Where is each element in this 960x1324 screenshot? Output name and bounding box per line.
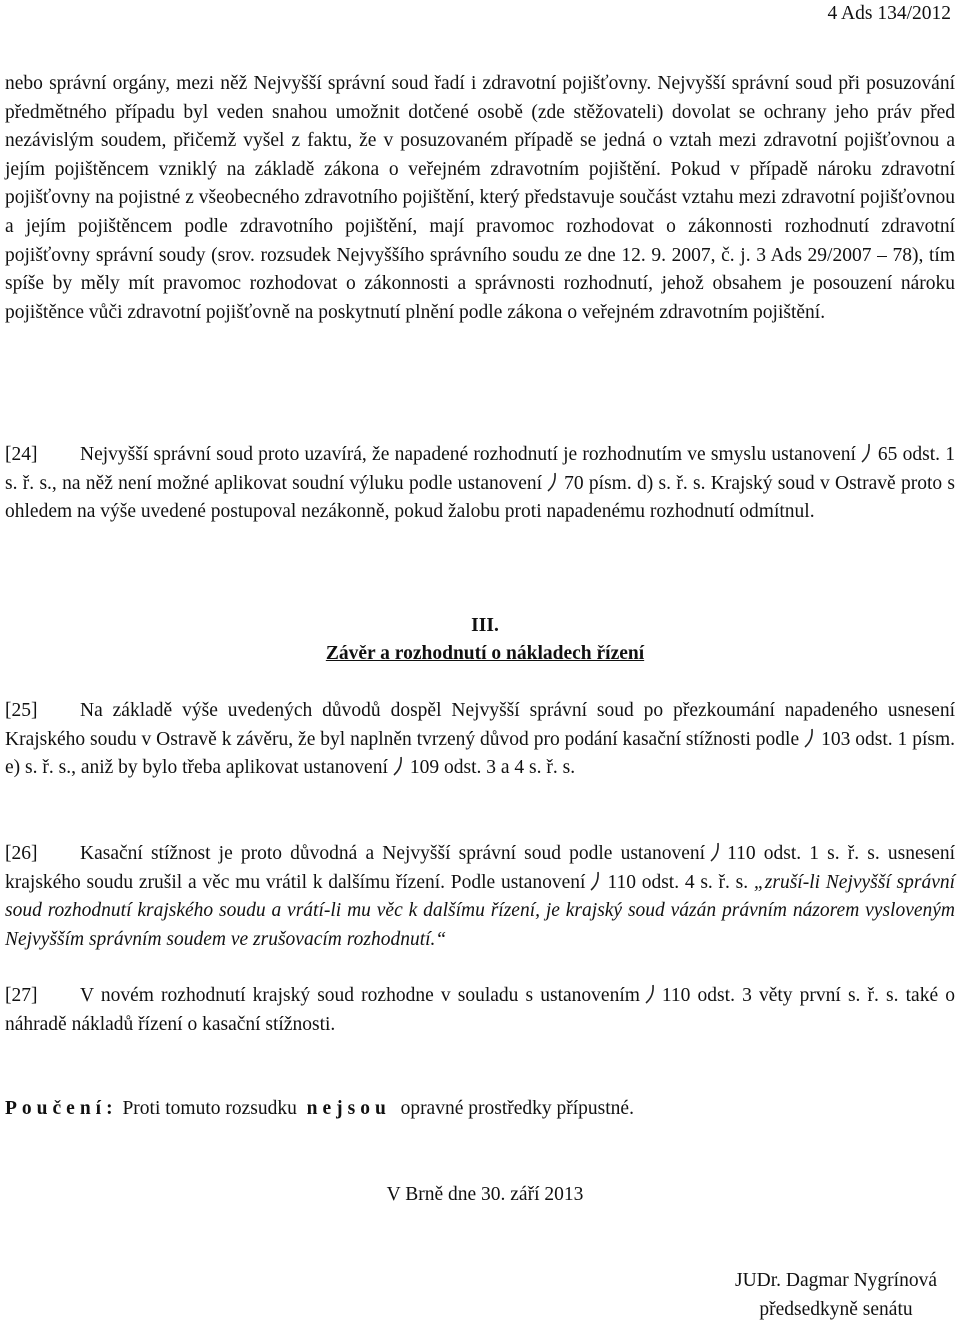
paragraph-text: 110 odst. 1 s. ř. s. usnesení krajského soudu zrušil a věc mu vrátil k dalšímu řízení. Podle ustanovení (5, 843, 956, 893)
paragraph-24 (5, 441, 955, 527)
quoted-provision: „zruší-li Nejvyšší správní soud rozhodnutí krajského soudu a vrátí-li mu věc k dalšímu řízení, je krajský soud vázán právním názorem vysloveným Nejvyšším správním soudem ve zrušovacím rozhodnutí.“ (5, 871, 956, 950)
signer-role: předsedkyně senátu (759, 1298, 913, 1320)
instruction-emphasis: nejsou (306, 1098, 391, 1119)
section-sign-icon (644, 984, 656, 1004)
section-sign-icon (709, 842, 721, 862)
paragraph-text: 103 odst. 1 písm. e) s. ř. s., aniž by bylo třeba aplikovat ustanovení (5, 728, 955, 779)
paragraph-text: V novém rozhodnutí krajský soud rozhodne v souladu s ustanovením (80, 985, 640, 1006)
legal-instruction (5, 1095, 634, 1124)
paragraph-26 (5, 840, 955, 954)
paragraph-number: [25] (5, 700, 38, 721)
paragraph-text: Kasační stížnost je proto důvodná a Nejvyšší správní soud podle ustanovení (80, 843, 706, 864)
section-sign-icon (589, 871, 601, 891)
paragraph-number: [26] (5, 843, 38, 864)
paragraph-continued: nebo správní orgány, mezi něž Nejvyšší správní soud řadí i zdravotní pojišťovny. Nejvyšší správní soud při posuzování předmětného případu byl veden snahou umožnit dotčené osobě (zde stěžovateli) dovolat se ochrany jeho práv před nezávislým soudem, přičemž vyšel z faktu, že v posuzovaném případě se jedná o vztah mezi zdravotní pojišťovnou a jejím pojištěncem vzniklý na základě zákona o veřejném zdravotním pojištění. Pokud v případě nároku zdravotní pojišťovny na pojistné z všeobecného zdravotního pojištění, který představuje součást vztahu mezi zdravotní pojišťovnou a jejím pojištěncem podle zdravotního pojištění, mají pravomoc rozhodovat o zákonnosti rozhodnutí zdravotní pojišťovny správní soudy (srov. rozsudek Nejvyššího správního soudu ze dne 12. 9. 2007, č. j. 3 Ads 29/2007 – 78), tím spíše by měly mít pravomoc rozhodovat o zákonnosti a správnosti rozhodnutí, jehož obsahem je posouzení nároku pojištěnce vůči zdravotní pojišťovně na poskytnutí plnění podle zákona o veřejném zdravotním pojištění. (5, 73, 955, 323)
paragraph-text: 65 odst. 1 s. ř. s., na něž není možné aplikovat soudní výluku podle ustanovení (5, 444, 955, 494)
paragraph-text: 109 odst. 3 a 4 s. ř. s. (409, 757, 576, 779)
paragraph-number: [24] (5, 444, 38, 465)
signer-name: JUDr. Dagmar Nygrínová (735, 1270, 937, 1291)
signature-block (735, 1267, 937, 1324)
section-title: Závěr a rozhodnutí o nákladech řízení (325, 643, 645, 664)
paragraph-text: 110 odst. 4 s. ř. s. (607, 871, 749, 893)
instruction-text: Proti tomuto rozsudku (122, 1098, 297, 1119)
section-sign-icon (803, 728, 815, 748)
paragraph-25 (5, 697, 955, 783)
section-sign-icon (546, 472, 558, 492)
paragraph-text: 110 odst. 3 věty první s. ř. s. také o náhradě nákladů řízení o kasační stížnosti. (5, 985, 955, 1035)
instruction-text-end: opravné prostředky přípustné. (400, 1098, 634, 1119)
paragraph-27 (5, 982, 955, 1039)
paragraph-text: 70 písm. d) s. ř. s. Krajský soud v Ostravě proto s ohledem na výše uvedené postupoval nezákonně, pokud žalobu proti napadenému rozhodnutí odmítnul. (5, 472, 956, 523)
instruction-label: Poučení: (5, 1098, 118, 1119)
paragraph-number: [27] (5, 985, 38, 1006)
section-sign-icon (860, 443, 872, 463)
paragraph-text: Nejvyšší správní soud proto uzavírá, že napadené rozhodnutí je rozhodnutím ve smyslu ustanovení (80, 444, 856, 465)
section-number: III. (471, 615, 499, 636)
case-number: 4 Ads 134/2012 (827, 3, 951, 24)
paragraph-text: Na základě výše uvedených důvodů dospěl Nejvyšší správní soud po přezkoumání napadeného usnesení Krajského soudu v Ostravě k závěru, že byl naplněn tvrzený důvod pro podání kasační stížnosti podle (5, 700, 955, 750)
place-and-date: V Brně dne 30. září 2013 (386, 1184, 584, 1205)
section-sign-icon (392, 756, 404, 776)
